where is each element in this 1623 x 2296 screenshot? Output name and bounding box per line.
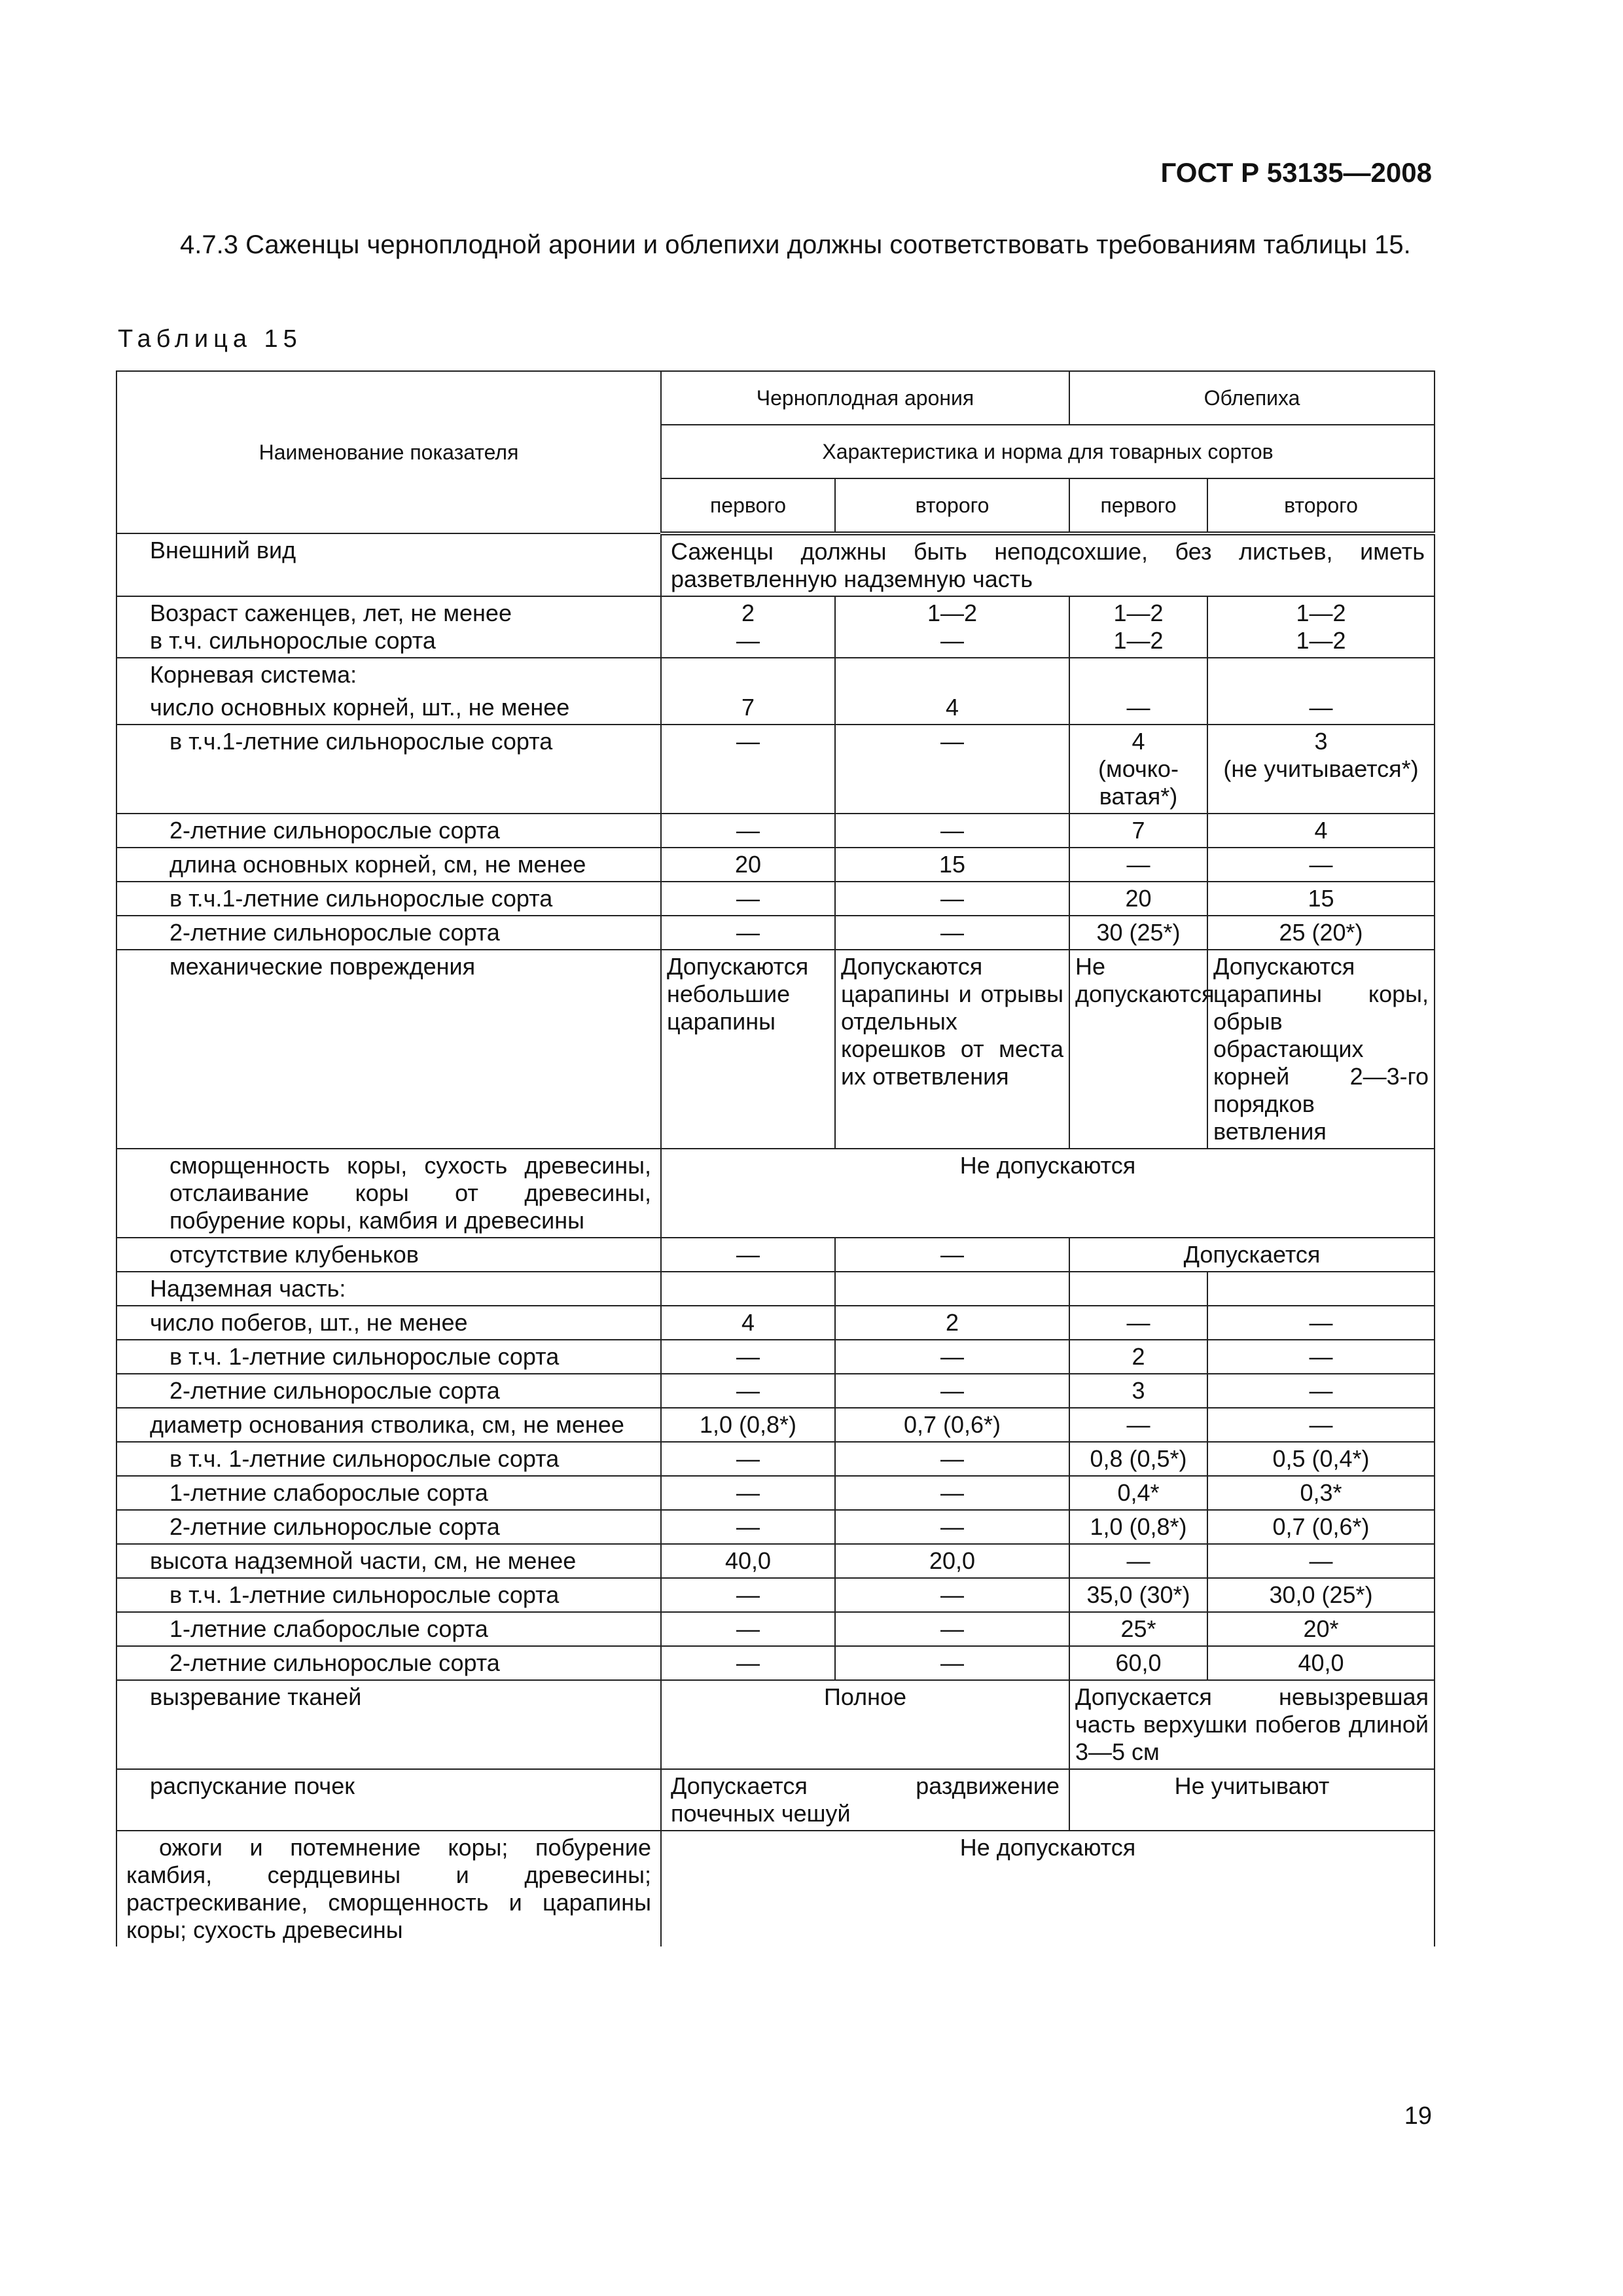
table-row (116, 596, 1435, 658)
cell-value: 60,0 (1069, 1646, 1207, 1680)
row-label: в т.ч.1-летние сильнорослые сорта (116, 725, 661, 814)
cell-value: — (1069, 1408, 1207, 1442)
cell-value: 20 (661, 848, 835, 882)
table-row (116, 882, 1435, 916)
row-label: в т.ч. 1-летние сильнорослые сорта (116, 1578, 661, 1612)
cell-value: — (835, 1578, 1069, 1612)
row-label: 2-летние сильнорослые сорта (116, 1374, 661, 1408)
cell-value: 1—2 — (835, 596, 1069, 658)
cell-value: 35,0 (30*) (1069, 1578, 1207, 1612)
document-header: ГОСТ Р 53135—2008 (1160, 157, 1432, 188)
cell-value: — (1207, 1340, 1435, 1374)
cell-value: — (661, 916, 835, 950)
header-grade: первого (1069, 478, 1207, 533)
row-label: 1-летние слаборослые сорта (116, 1612, 661, 1646)
row-label: число побегов, шт., не менее (116, 1306, 661, 1340)
row-label: длина основных корней, см, не менее (116, 848, 661, 882)
table-caption: Таблица 15 (118, 325, 302, 353)
cell-value: 2 — (661, 596, 835, 658)
cell-value: 4 (835, 691, 1069, 725)
row-label: 1-летние слаборослые сорта (116, 1476, 661, 1510)
cell-value: 20* (1207, 1612, 1435, 1646)
cell-value: 30,0 (25*) (1207, 1578, 1435, 1612)
cell-value: 20,0 (835, 1544, 1069, 1578)
header-characteristic: Характеристика и норма для товарных сортов (661, 425, 1435, 478)
table-row (116, 1578, 1435, 1612)
row-value: Не допускаются (661, 1149, 1435, 1238)
row-label: высота надземной части, см, не менее (116, 1544, 661, 1578)
table-row (116, 1476, 1435, 1510)
table-row (116, 1680, 1435, 1769)
table-row (116, 1612, 1435, 1646)
table-row (116, 1769, 1435, 1831)
table-row (116, 1646, 1435, 1680)
row-label: ожоги и потемнение коры; побурение камбия, сердцевины и древесины; растрескивание, сморщенность и царапины коры; сухость древесины (116, 1831, 661, 1946)
table-row (116, 1306, 1435, 1340)
row-label: Корневая система: (116, 658, 661, 691)
row-label: в т.ч. 1-летние сильнорослые сорта (116, 1340, 661, 1374)
page-number: 19 (1404, 2102, 1432, 2130)
cell-value: — (661, 1374, 835, 1408)
cell-value: Допускается (1069, 1238, 1435, 1272)
cell-value: 7 (661, 691, 835, 725)
cell-value: — (1069, 848, 1207, 882)
cell-value: 40,0 (1207, 1646, 1435, 1680)
table-row (116, 1149, 1435, 1238)
table-row (116, 848, 1435, 882)
cell-value: — (661, 1510, 835, 1544)
empty-cell (1069, 658, 1207, 691)
row-label: в т.ч. 1-летние сильнорослые сорта (116, 1442, 661, 1476)
empty-cell (835, 1272, 1069, 1306)
cell-value: — (835, 1374, 1069, 1408)
header-grade: второго (1207, 478, 1435, 533)
row-label: Внешний вид (116, 533, 661, 596)
table-row (116, 814, 1435, 848)
cell-value: 15 (835, 848, 1069, 882)
cell-value: 0,4* (1069, 1476, 1207, 1510)
table-row (116, 1238, 1435, 1272)
cell-value: 2 (1069, 1340, 1207, 1374)
cell-value: — (661, 1476, 835, 1510)
cell-value: Полное (661, 1680, 1069, 1769)
cell-value: — (661, 1578, 835, 1612)
table-row (116, 1374, 1435, 1408)
header-aronia: Черноплодная арония (661, 371, 1069, 425)
table-row (116, 1544, 1435, 1578)
empty-cell (661, 1272, 835, 1306)
cell-value: 1,0 (0,8*) (661, 1408, 835, 1442)
cell-value: 7 (1069, 814, 1207, 848)
cell-value: Допускаются царапины и отрывы отдельных корешков от места их ответвления (835, 950, 1069, 1149)
cell-value: — (661, 725, 835, 814)
row-label: Надземная часть: (116, 1272, 661, 1306)
cell-value: — (661, 1612, 835, 1646)
cell-value: 1,0 (0,8*) (1069, 1510, 1207, 1544)
cell-value: Допускаются небольшие царапины (661, 950, 835, 1149)
cell-value: 3 (не учитывается*) (1207, 725, 1435, 814)
cell-value: 15 (1207, 882, 1435, 916)
table-row (116, 1510, 1435, 1544)
cell-value: 1—2 1—2 (1069, 596, 1207, 658)
empty-cell (1207, 658, 1435, 691)
row-label: распускание почек (116, 1769, 661, 1831)
cell-value: — (1207, 1374, 1435, 1408)
cell-value: 40,0 (661, 1544, 835, 1578)
cell-value: 0,8 (0,5*) (1069, 1442, 1207, 1476)
cell-value: — (1207, 1306, 1435, 1340)
empty-cell (661, 658, 835, 691)
empty-cell (1207, 1272, 1435, 1306)
cell-value: 25* (1069, 1612, 1207, 1646)
requirements-table (116, 370, 1435, 1946)
cell-value: — (661, 814, 835, 848)
cell-value: — (835, 1476, 1069, 1510)
cell-value: Допускается невызревшая часть верхушки побегов длиной 3—5 см (1069, 1680, 1435, 1769)
cell-value: 4 (мочко- ватая*) (1069, 725, 1207, 814)
cell-value: — (835, 814, 1069, 848)
cell-value: — (1069, 1306, 1207, 1340)
intro-paragraph: 4.7.3 Саженцы черноплодной аронии и облепихи должны соответствовать требованиям таблицы 15. (180, 230, 1411, 259)
cell-value: 25 (20*) (1207, 916, 1435, 950)
cell-value: 0,7 (0,6*) (1207, 1510, 1435, 1544)
header-grade: первого (661, 478, 835, 533)
table-row (116, 533, 1435, 596)
cell-value: — (835, 1238, 1069, 1272)
cell-value: — (661, 1442, 835, 1476)
cell-value: — (1069, 691, 1207, 725)
cell-value: 20 (1069, 882, 1207, 916)
cell-value: — (661, 1340, 835, 1374)
row-label: вызревание тканей (116, 1680, 661, 1769)
cell-value: — (835, 1510, 1069, 1544)
cell-value: — (661, 1238, 835, 1272)
cell-value: — (1207, 1544, 1435, 1578)
table-row (116, 725, 1435, 814)
table-row (116, 658, 1435, 691)
cell-value: — (1207, 848, 1435, 882)
cell-value: — (661, 1646, 835, 1680)
row-label: сморщенность коры, сухость древесины, отслаивание коры от древесины, побурение коры, камбия и древесины (116, 1149, 661, 1238)
cell-value: 3 (1069, 1374, 1207, 1408)
row-label: в т.ч.1-летние сильнорослые сорта (116, 882, 661, 916)
cell-value: 4 (661, 1306, 835, 1340)
cell-value: Не учитывают (1069, 1769, 1435, 1831)
empty-cell (835, 658, 1069, 691)
table-row (116, 1408, 1435, 1442)
cell-value: — (835, 1442, 1069, 1476)
header-sea-buckthorn: Облепиха (1069, 371, 1435, 425)
cell-value: — (835, 1646, 1069, 1680)
table-row (116, 1272, 1435, 1306)
row-label: число основных корней, шт., не менее (116, 691, 661, 725)
row-label: диаметр основания стволика, см, не менее (116, 1408, 661, 1442)
cell-value: — (1207, 1408, 1435, 1442)
table-row (116, 1831, 1435, 1946)
cell-value: — (835, 916, 1069, 950)
row-value: Не допускаются (661, 1831, 1435, 1946)
cell-value: — (661, 882, 835, 916)
cell-value: 30 (25*) (1069, 916, 1207, 950)
cell-value: — (1069, 1544, 1207, 1578)
cell-value: 4 (1207, 814, 1435, 848)
cell-value: 0,7 (0,6*) (835, 1408, 1069, 1442)
table-row (116, 691, 1435, 725)
row-label: 2-летние сильнорослые сорта (116, 1646, 661, 1680)
table-row (116, 916, 1435, 950)
cell-value: — (835, 725, 1069, 814)
table-row (116, 1442, 1435, 1476)
empty-cell (1069, 1272, 1207, 1306)
table-row (116, 1340, 1435, 1374)
cell-value: 2 (835, 1306, 1069, 1340)
cell-value: — (835, 1340, 1069, 1374)
cell-value: 0,5 (0,4*) (1207, 1442, 1435, 1476)
row-label: 2-летние сильнорослые сорта (116, 814, 661, 848)
cell-value: — (835, 882, 1069, 916)
row-label: 2-летние сильнорослые сорта (116, 1510, 661, 1544)
cell-value: — (1207, 691, 1435, 725)
row-label: 2-летние сильнорослые сорта (116, 916, 661, 950)
row-label: отсутствие клубеньков (116, 1238, 661, 1272)
cell-value: 0,3* (1207, 1476, 1435, 1510)
cell-value: Допускается раздвижение почечных чешуй (661, 1769, 1069, 1831)
cell-value: Не допускаются (1069, 950, 1207, 1149)
table-row (116, 950, 1435, 1149)
row-label: механические повреждения (116, 950, 661, 1149)
row-value: Саженцы должны быть неподсохшие, без листьев, иметь разветвленную надземную часть (661, 533, 1435, 596)
header-grade: второго (835, 478, 1069, 533)
cell-value: 1—2 1—2 (1207, 596, 1435, 658)
row-label: Возраст саженцев, лет, не менее в т.ч. сильнорослые сорта (116, 596, 661, 658)
header-indicator: Наименование показателя (116, 371, 661, 533)
cell-value: — (835, 1612, 1069, 1646)
cell-value: Допускаются царапины коры, обрыв обрастающих корней 2—3-го порядков ветвления (1207, 950, 1435, 1149)
